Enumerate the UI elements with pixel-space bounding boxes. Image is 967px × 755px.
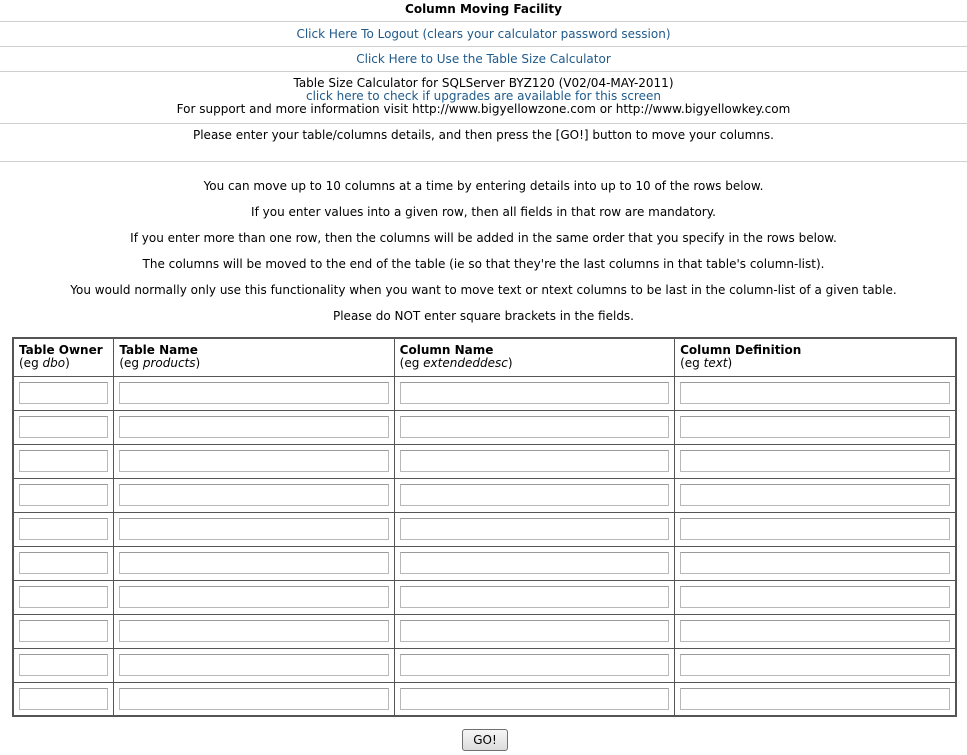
column-definition-input[interactable]: [680, 518, 950, 540]
column-definition-input[interactable]: [680, 586, 950, 608]
header-table-owner: [13, 338, 114, 376]
divider: [0, 123, 967, 124]
prompt-row: [0, 128, 967, 142]
column-definition-input[interactable]: [680, 382, 950, 404]
instruction-line: You would normally only use this functionality when you want to move text or ntext columns to be last in the column-list of a given table.: [70, 283, 897, 297]
table-size-calculator-link[interactable]: Click Here to Use the Table Size Calculator: [356, 52, 611, 66]
table-cell: [394, 682, 674, 716]
upgrade-check-link[interactable]: click here to check if upgrades are available for this screen: [306, 89, 661, 103]
instruction-line: The columns will be moved to the end of the table (ie so that they're the last columns in that table's column-list).: [142, 257, 825, 271]
table-owner-input[interactable]: [19, 416, 108, 438]
column-name-input[interactable]: [400, 484, 669, 506]
table-row: [13, 444, 956, 478]
table-header-row: [13, 338, 956, 376]
table-cell: [675, 682, 956, 716]
table-owner-input[interactable]: [19, 484, 108, 506]
go-button[interactable]: GO!: [462, 729, 508, 751]
table-row: [13, 614, 956, 648]
divider: [0, 71, 967, 72]
table-cell: [114, 648, 394, 682]
table-cell: [394, 478, 674, 512]
instruction-line: You can move up to 10 columns at a time by entering details into up to 10 of the rows below.: [203, 179, 764, 193]
table-cell: [114, 614, 394, 648]
table-cell: [114, 580, 394, 614]
logout-link[interactable]: Click Here To Logout (clears your calculator password session): [296, 27, 671, 41]
table-cell: [114, 444, 394, 478]
table-cell: [114, 410, 394, 444]
table-cell: [114, 478, 394, 512]
table-cell: [675, 376, 956, 410]
table-cell: [13, 648, 114, 682]
table-name-input[interactable]: [119, 484, 388, 506]
table-name-input[interactable]: [119, 654, 388, 676]
table-row: [13, 648, 956, 682]
table-owner-input[interactable]: [19, 688, 108, 710]
column-name-input[interactable]: [400, 518, 669, 540]
header-column-name: [394, 338, 674, 376]
header-label: Column Definition: [680, 343, 802, 357]
table-calc-row: [0, 52, 967, 66]
table-name-input[interactable]: [119, 620, 388, 642]
divider: [0, 161, 967, 162]
column-definition-input[interactable]: [680, 620, 950, 642]
table-row: [13, 512, 956, 546]
table-cell: [675, 444, 956, 478]
header-example: (eg extendeddesc): [399, 356, 513, 370]
table-owner-input[interactable]: [19, 620, 108, 642]
column-move-table: [12, 337, 957, 717]
table-owner-input[interactable]: [19, 382, 108, 404]
table-cell: [675, 478, 956, 512]
table-name-input[interactable]: [119, 450, 388, 472]
table-cell: [114, 682, 394, 716]
column-definition-input[interactable]: [680, 416, 950, 438]
header-label: Table Owner: [19, 343, 103, 357]
column-name-input[interactable]: [400, 654, 669, 676]
divider: [0, 21, 967, 22]
header-example: (eg text): [680, 356, 733, 370]
table-row: [13, 682, 956, 716]
table-name-input[interactable]: [119, 416, 388, 438]
table-row: [13, 546, 956, 580]
column-name-input[interactable]: [400, 620, 669, 642]
table-owner-input[interactable]: [19, 654, 108, 676]
table-owner-input[interactable]: [19, 518, 108, 540]
table-cell: [394, 648, 674, 682]
table-cell: [394, 546, 674, 580]
table-cell: [675, 614, 956, 648]
column-name-input[interactable]: [400, 552, 669, 574]
column-definition-input[interactable]: [680, 654, 950, 676]
table-owner-input[interactable]: [19, 450, 108, 472]
table-body: [13, 376, 956, 716]
table-cell: [13, 444, 114, 478]
column-name-input[interactable]: [400, 382, 669, 404]
table-row: [13, 410, 956, 444]
table-name-input[interactable]: [119, 552, 388, 574]
table-cell: [13, 546, 114, 580]
instruction-line: Please do NOT enter square brackets in the fields.: [332, 309, 634, 323]
prompt-text: Please enter your table/columns details, and then press the [GO!] button to move your columns.: [192, 128, 774, 142]
table-row: [13, 478, 956, 512]
column-name-input[interactable]: [400, 450, 669, 472]
table-cell: [394, 512, 674, 546]
table-cell: [114, 376, 394, 410]
version-info: [0, 77, 967, 116]
table-cell: [13, 512, 114, 546]
table-owner-input[interactable]: [19, 586, 108, 608]
column-name-input[interactable]: [400, 688, 669, 710]
header-column-definition: [675, 338, 956, 376]
instruction-line: If you enter values into a given row, then all fields in that row are mandatory.: [251, 205, 716, 219]
table-cell: [394, 614, 674, 648]
divider: [0, 46, 967, 47]
table-cell: [13, 376, 114, 410]
table-cell: [13, 614, 114, 648]
column-definition-input[interactable]: [680, 552, 950, 574]
table-cell: [394, 580, 674, 614]
header-label: Column Name: [399, 343, 494, 357]
table-name-input[interactable]: [119, 688, 388, 710]
header-table-name: [114, 338, 394, 376]
column-definition-input[interactable]: [680, 450, 950, 472]
table-cell: [13, 580, 114, 614]
table-cell: [675, 580, 956, 614]
page-title: [0, 2, 967, 16]
header-example: (eg dbo): [19, 356, 70, 370]
table-cell: [13, 478, 114, 512]
page-title-text: Column Moving Facility: [405, 2, 562, 16]
logout-row: [0, 27, 967, 41]
table-name-input[interactable]: [119, 586, 388, 608]
table-cell: [675, 512, 956, 546]
column-definition-input[interactable]: [680, 688, 950, 710]
table-cell: [675, 410, 956, 444]
instruction-line: If you enter more than one row, then the columns will be added in the same order that you specify in the rows below.: [130, 231, 837, 245]
table-cell: [114, 546, 394, 580]
header-example: (eg products): [119, 356, 201, 370]
table-row: [13, 376, 956, 410]
table-name-input[interactable]: [119, 518, 388, 540]
header-label: Table Name: [119, 343, 198, 357]
table-cell: [394, 444, 674, 478]
version-line: Table Size Calculator for SQLServer BYZ120 (V02/04-MAY-2011): [293, 76, 674, 90]
table-cell: [394, 410, 674, 444]
table-cell: [13, 682, 114, 716]
table-cell: [13, 410, 114, 444]
column-definition-input[interactable]: [680, 484, 950, 506]
table-name-input[interactable]: [119, 382, 388, 404]
column-name-input[interactable]: [400, 416, 669, 438]
column-name-input[interactable]: [400, 586, 669, 608]
support-line: For support and more information visit http://www.bigyellowzone.com or http://www.bigyellowkey.com: [176, 102, 791, 116]
table-cell: [675, 648, 956, 682]
table-cell: [114, 512, 394, 546]
table-cell: [394, 376, 674, 410]
table-row: [13, 580, 956, 614]
table-owner-input[interactable]: [19, 552, 108, 574]
table-cell: [675, 546, 956, 580]
